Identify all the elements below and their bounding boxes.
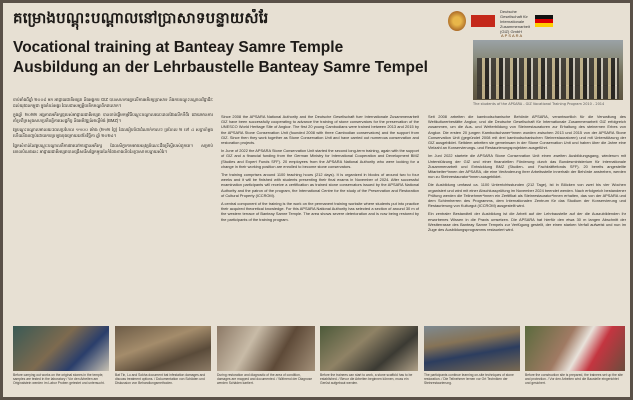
khmer-paragraph: វគ្គបណ្តុះបណ្តាលមានរយៈពេលប្រហែល ១១០០ ម៉ោង (២១២ ថ្ងៃ) ដែលរៀបចំជាដំណាក់កាលៗ ប្រហែល ២ ទៅ ៤ សប្តាហ៍ម្តង ហើយនឹងបញ្ចប់ដោយការប្រឡងចុងក្រោយនៅខែវិច្ឆិកា ឆ្នាំ ២០២៤។	[13, 127, 213, 139]
partner-logos	[448, 9, 633, 33]
giz-logo-text: Deutsche Gesellschaft für Internationale Zusammenarbeit (GIZ) GmbH	[500, 8, 531, 34]
english-paragraph: In June of 2022 the APSARA Stone Conservation Unit started the second long-term training, again with the support of GIZ and a financial funding from the German Ministry for International Cooperation and Development BMZ (Studies and Expert Funds SFF). 20 employees from the APSARA National Authority who were looking for a change in their working position are enrolled to become stone conservators.	[221, 148, 419, 169]
site-setup-photo	[525, 326, 625, 371]
khmer-paragraph: ក្នុងឆ្នាំ ២០២២ អង្គភាពអភិរក្សថ្មរបស់អាជ្ញាធរជាតិអប្សរា បានចាប់ផ្តើមកម្មវិធីបណ្តុះបណ្តាលរយៈពេលវែងលើកទីពីរ ដោយមានការគាំទ្រពីក្រសួងសហប្រតិបត្តិការសេដ្ឋកិច្ច និងអភិវឌ្ឍន៍អាល្លឺម៉ង់ (BMZ)។	[13, 112, 213, 124]
apsara-logo-icon	[448, 11, 466, 31]
photo-caption: Before the trainees can start to work, a stone scaffold has to be established. / Bevor die Arbeiten beginnen können, muss ein Gerüst aufgebaut werden.	[320, 373, 413, 386]
english-title: Vocational training at Banteay Samre Temple	[13, 39, 344, 56]
apsara-logo-label: APSARA	[501, 33, 524, 38]
german-title: Ausbildung an der Lehrbaustelle Banteay Samre Tempel	[13, 59, 428, 76]
german-paragraph: Seit 2008 arbeiten die kambodschanische Behörde APSARA, verantwortlich für die Verwaltung des Weltkulturerbestätte Angkor, und die Deutsche Gesellschaft für Internationale Zusammenarbeit GIZ erfolgreich zusammen, um die Aus- und Weiterbildung von Steinrestauratoren zur Erhaltung des steinernen Erbes von Angkor. Die ersten 20 jungen Kambodschaner*innen wurden zwischen 2013 und 2015 von der APSARA Stone Conservation Unit (gegründet 2008 mit drei kambodschanischen Steinrestauratoren) und mit Unterstützung der GIZ ausgebildet. Seitdem arbeiten sie gemeinsam in der Stone Conservation Unit und haben über die Jahre eine Vielzahl an Konservierungs- und Restaurierungsprojekten ausgeführt.	[428, 114, 626, 151]
german-paragraph: Im Juni 2022 startete die APSARA Stone Conservation Unit einen zweiten Ausbildungsgang, wiederum mit Unterstützung der GIZ und einer finanziellen Förderung durch das Bundesministerium für internationale Zusammenarbeit und Entwicklung BMZ (Studien- und Fachkräftefonds SFF). 20 bereits angestellte Mitarbeiter*innen der APSARA, die eine Veränderung ihrer Arbeitsstelle innerhalb der Behörde anstreben, werden nun zu Steinrestaurator*innen ausgebildet.	[428, 153, 626, 180]
photo-caption: The participants continue learning on-site techniques of stone restoration. / Die Teilnehmer lernen vor Ort Techniken der Steinrestaurierung.	[424, 373, 514, 386]
lab-testing-photo	[13, 326, 109, 371]
english-text-column	[221, 114, 419, 322]
giz-logo-icon	[471, 15, 495, 27]
german-paragraph: Ein zentraler Bestandteil der Ausbildung ist die Arbeit auf der Lehrbaustelle auf der die Auszubildenden ihr erworbenes Wissen in die Praxis umsetzen. Die APSARA hat hierfür den etwa 30 m langen Abschnitt der Westterrasse des Banteay Samre Tempels zur Verfügung gestellt, der einen starken Verfall aufweist und nun im Zuge des Ausbildungsprogramms restauriert wird.	[428, 211, 626, 233]
english-paragraph: A central component of the training is the work on the permanent training worksite where students put into practice their acquired theoretical knowledge. For this APSARA National Authority has selected a section of around 30 m of the western terrace of Banteay Samre Temple. The area shows severe deterioration and is now being restored by the participants of the training program.	[221, 201, 419, 222]
photo-caption: Bat Tin, Lu and Sokha document bat infestation damages and discuss treatment options. / Dokumentation von Schäden und Diskussion von Behandlungsmethoden.	[115, 373, 206, 386]
documentation-photo	[115, 326, 211, 371]
onsite-training-photo	[424, 326, 520, 371]
photo-caption: Before carrying out works on the original stones in the temple, samples are tested in the laboratory / Vor den Arbeiten am Originalstein werden im Labor Proben getestet und untersucht.	[13, 373, 105, 386]
german-flag-icon	[535, 15, 553, 27]
group-photo	[473, 40, 623, 100]
german-paragraph: Die Ausbildung umfasst ca. 1100 Unterrichtsstunden (212 Tage), ist in Blöcken von zwei bis vier Wochen organisiert und wird mit einer Abschlussprüfung im November 2024 beendet werden. Nach erfolgreich bestandener Prüfung werden die Teilnehmer*innen ein Zertifikat als Steinrestaurator*innen erhalten, das von der APSARA und dem Schirmherren des Programms, dem Internationalen Zentrum für das Studium der Konservierung und Restaurierung von Kulturgut (ICCROM) ausgestellt wird.	[428, 182, 626, 209]
english-paragraph: Since 2008 the APSARA National Authority and the Deutsche Gesellschaft fuer Internationale Zusammenarbeit GIZ have been successfully cooperating to advance the training of stone conservators for the preservation of the UNESCO World Heritage Site of Angkor. The first 20 young Cambodians were trained between 2013 and 2015 by the APSARA Stone Conservation Unit (founded 2008 with three Cambodian conservators) and the support from GIZ. Since then they work together as Stone Conservation Unit and have carried out numerous conservation and restoration projects.	[221, 114, 419, 146]
english-paragraph: The training comprises around 1100 teaching hours (212 days). It is organized in blocks of around two to four weeks and it will be finished with students presenting their final exams in November of 2024. After successful examination participants will receive a certification as trained stone conservators issued by the APSARA National Authority and the patron of the program, the International Centre for the study of the Preservation and Restoration of Cultural Property (ICCROM).	[221, 172, 419, 198]
khmer-paragraph: ផ្នែកសំខាន់នៃវគ្គបណ្តុះបណ្តាលគឺការងារនៅការដ្ឋានអភិរក្ស ដែលសិក្ខាកាមអាចអនុវត្តចំណេះដឹងទ្រឹស្តីរបស់ពួកគេ។ សម្រាប់គោលបំណងនេះ អាជ្ញាធរជាតិអប្សរាបានជ្រើសរើសផ្នែកមួយនៃកំពែងខាងលិចនៃប្រាសាទបន្ទាយសំរែ។	[13, 142, 213, 154]
scaffold-photo	[320, 326, 418, 371]
photo-caption: During restoration and diagnostic of the area of condition, damages are mapped and documented. / Während der Diagnose werden Schäden kartiert.	[217, 373, 313, 386]
group-photo-caption: The students of the APSARA - GIZ Vocational Training Program 2010 - 2014	[473, 102, 605, 106]
photo-caption: Before the construction site is prepared, the trainees set up the site and protection. / Vor den Arbeiten wird die Baustelle eingerichtet und gesichert.	[525, 373, 623, 386]
damage-mapping-photo	[217, 326, 315, 371]
german-text-column	[428, 114, 626, 322]
khmer-paragraph: ចាប់តាំងពីឆ្នាំ ២០០៨ មក អាជ្ញាធរជាតិអប្សរា និងអង្គការ GIZ បានសហការគ្នាលើការអភិរក្សប្រាសាទ និងការបណ្តុះបណ្តាលវិជ្ជាជីវៈដល់យុវជនកម្ពុជា ក្នុងតំបន់អង្គរ ដែលជាសម្បត្តិបេតិកភណ្ឌពិភពលោក។	[13, 97, 213, 109]
khmer-text-column	[13, 97, 213, 317]
khmer-title: គម្រោងបណ្តុះបណ្តាលនៅប្រាសាទបន្ទាយសំរែ	[13, 9, 269, 27]
